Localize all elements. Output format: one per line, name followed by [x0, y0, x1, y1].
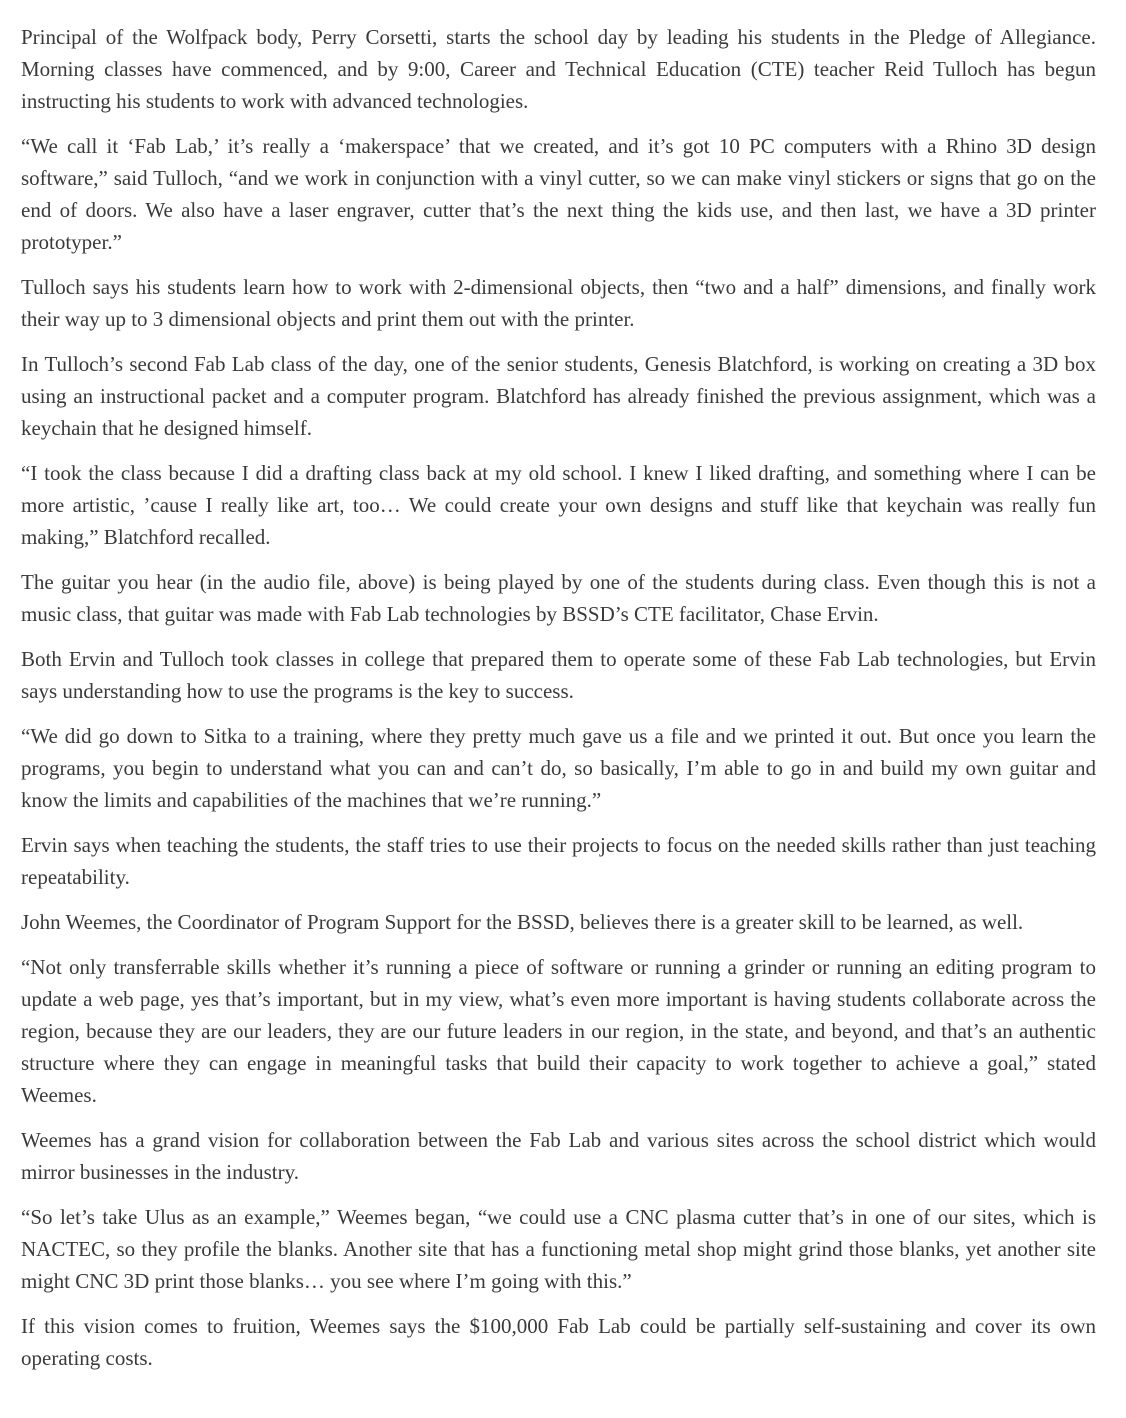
- paragraph: Tulloch says his students learn how to work with 2-dimensional objects, then “two and a half” dimensions, and finally work their way up to 3 dimensional objects and print them out with the printer.: [21, 275, 1096, 331]
- paragraph: Both Ervin and Tulloch took classes in college that prepared them to operate some of these Fab Lab technologies, but Ervin says understanding how to use the programs is the key to success.: [21, 647, 1096, 703]
- paragraph: Ervin says when teaching the students, the staff tries to use their projects to focus on the needed skills rather than just teaching repeatability.: [21, 833, 1096, 889]
- paragraph: “We call it ‘Fab Lab,’ it’s really a ‘makerspace’ that we created, and it’s got 10 PC computers with a Rhino 3D design software,” said Tulloch, “and we work in conjunction with a vinyl cutter, so we can make vinyl stickers or signs that go on the end of doors. We also have a laser engraver, cutter that’s the next thing the kids use, and then last, we have a 3D printer prototyper.”: [21, 134, 1096, 254]
- paragraph: “Not only transferrable skills whether it’s running a piece of software or running a grinder or running an editing program to update a web page, yes that’s important, but in my view, what’s even more important is having students collaborate across the region, because they are our leaders, they are our future leaders in our region, in the state, and beyond, and that’s an authentic structure where they can engage in meaningful tasks that build their capacity to work together to achieve a goal,” stated Weemes.: [21, 955, 1096, 1107]
- paragraph: “So let’s take Ulus as an example,” Weemes began, “we could use a CNC plasma cutter that’s in one of our sites, which is NACTEC, so they profile the blanks. Another site that has a functioning metal shop might grind those blanks, yet another site might CNC 3D print those blanks… you see where I’m going with this.”: [21, 1205, 1096, 1293]
- paragraph: The guitar you hear (in the audio file, above) is being played by one of the students during class. Even though this is not a music class, that guitar was made with Fab Lab technologies by BSSD’s CTE facilitator, Chase Ervin.: [21, 570, 1096, 626]
- paragraph: John Weemes, the Coordinator of Program Support for the BSSD, believes there is a greater skill to be learned, as well.: [21, 910, 1024, 934]
- paragraph: “I took the class because I did a drafting class back at my old school. I knew I liked drafting, and something where I can be more artistic, ’cause I really like art, too… We could create your own designs and stuff like that keychain was really fun making,” Blatchford recalled.: [21, 461, 1096, 549]
- paragraph: Principal of the Wolfpack body, Perry Corsetti, starts the school day by leading his students in the Pledge of Allegiance. Morning classes have commenced, and by 9:00, Career and Technical Education (CTE) teacher Reid Tulloch has begun instructing his students to work with advanced technologies.: [21, 25, 1096, 113]
- paragraph: If this vision comes to fruition, Weemes says the $100,000 Fab Lab could be partially self-sustaining and cover its own operating costs.: [21, 1314, 1096, 1370]
- paragraph: “We did go down to Sitka to a training, where they pretty much gave us a file and we printed it out. But once you learn the programs, you begin to understand what you can and can’t do, so basically, I’m able to go in and build my own guitar and know the limits and capabilities of the machines that we’re running.”: [21, 724, 1096, 812]
- paragraph: Weemes has a grand vision for collaboration between the Fab Lab and various sites across the school district which would mirror businesses in the industry.: [21, 1128, 1096, 1184]
- paragraph: In Tulloch’s second Fab Lab class of the day, one of the senior students, Genesis Blatchford, is working on creating a 3D box using an instructional packet and a computer program. Blatchford has already finished the previous assignment, which was a keychain that he designed himself.: [21, 352, 1096, 440]
